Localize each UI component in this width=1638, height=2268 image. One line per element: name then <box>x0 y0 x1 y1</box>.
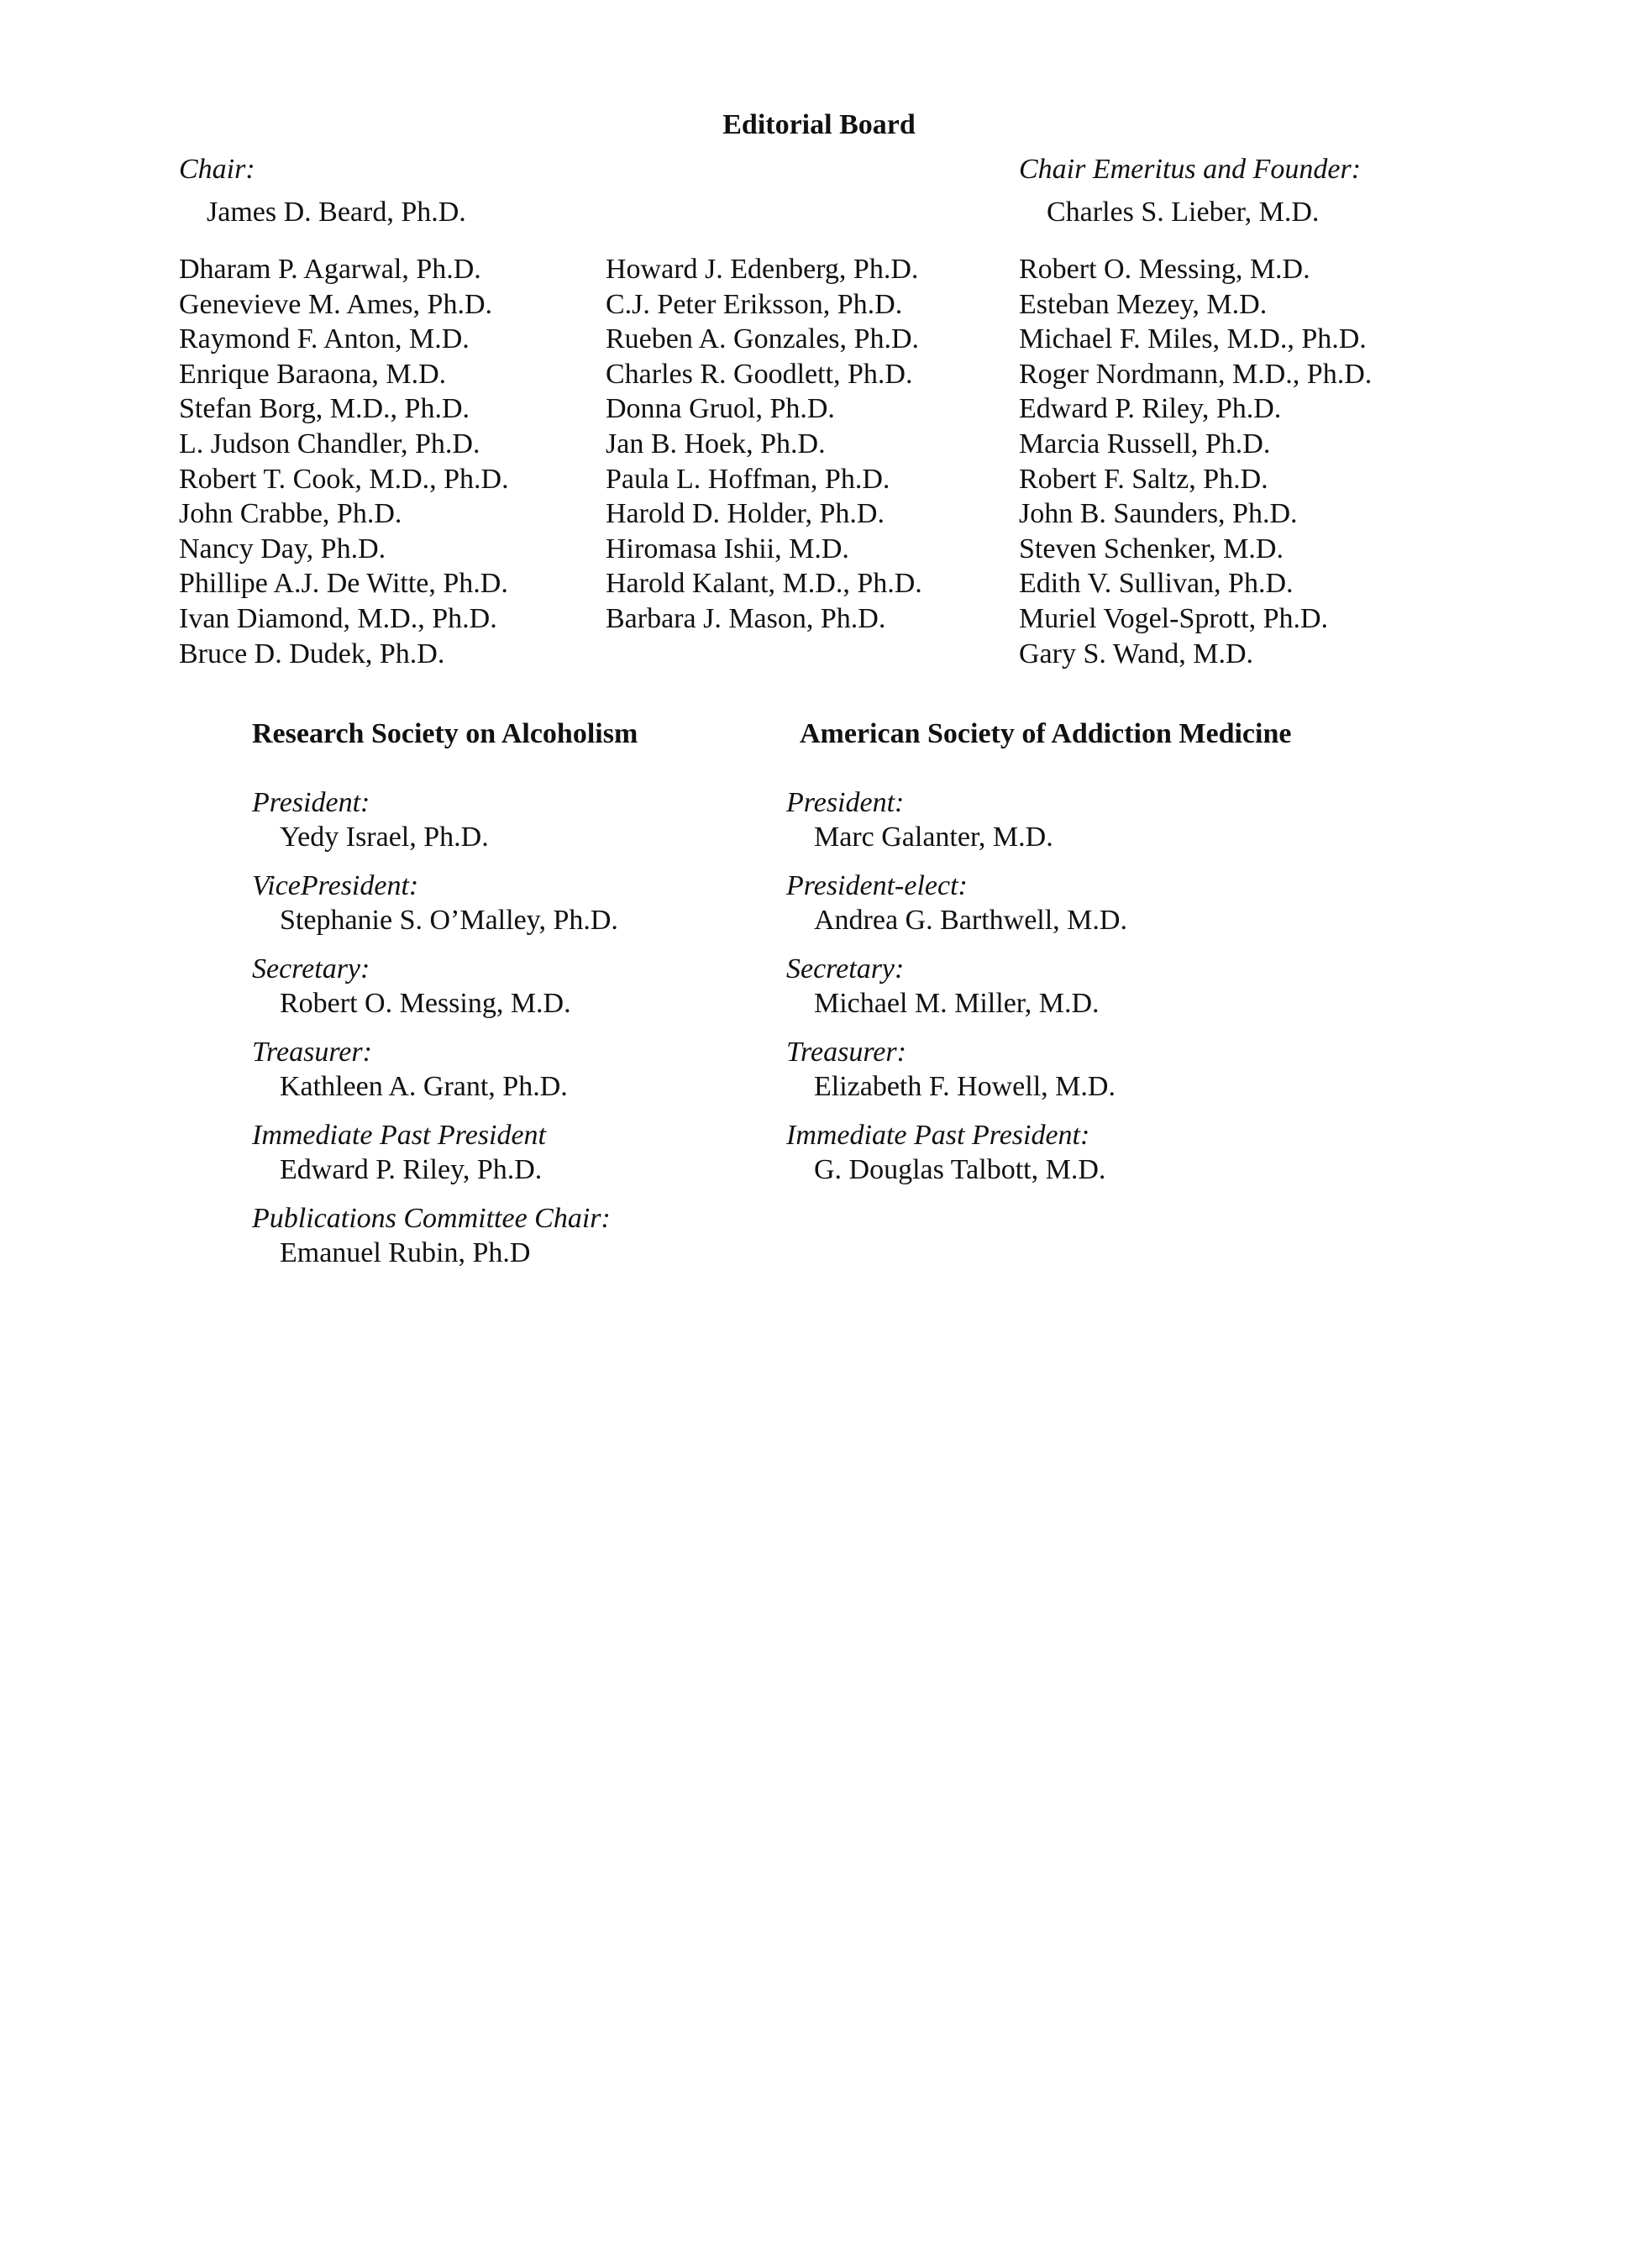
officer-entry <box>786 785 1127 869</box>
board-member: Ivan Diamond, M.D., Ph.D. <box>179 602 497 634</box>
board-member: Donna Gruol, Ph.D. <box>606 393 835 425</box>
officer-role: Immediate Past President <box>252 1120 546 1151</box>
board-column-2 <box>606 252 922 637</box>
rsa-title: Research Society on Alcoholism <box>252 718 638 749</box>
board-member: C.J. Peter Eriksson, Ph.D. <box>606 288 903 320</box>
board-member: Edith V. Sullivan, Ph.D. <box>1019 568 1294 600</box>
board-member: Marcia Russell, Ph.D. <box>1019 428 1271 459</box>
officer-role: President-elect: <box>786 870 968 901</box>
chair-emeritus-label: Chair Emeritus and Founder: <box>1019 154 1362 185</box>
officer-entry <box>786 1035 1127 1118</box>
rsa-officers <box>252 785 618 1284</box>
officer-name: Marc Galanter, M.D. <box>814 822 1053 853</box>
board-member: Paula L. Hoffman, Ph.D. <box>606 463 890 495</box>
officer-entry <box>252 1201 618 1284</box>
board-member: Bruce D. Dudek, Ph.D. <box>179 638 445 669</box>
officer-name: G. Douglas Talbott, M.D. <box>814 1154 1106 1185</box>
officer-name: Stephanie S. O’Malley, Ph.D. <box>280 905 618 936</box>
officer-entry <box>786 869 1127 952</box>
board-member: John Crabbe, Ph.D. <box>179 498 402 530</box>
board-member: Hiromasa Ishii, M.D. <box>606 533 849 564</box>
chair-name: James D. Beard, Ph.D. <box>207 197 466 228</box>
officer-name: Andrea G. Barthwell, M.D. <box>814 905 1127 936</box>
board-member: Raymond F. Anton, M.D. <box>179 323 470 355</box>
asam-officers <box>786 785 1127 1201</box>
officer-role: Publications Committee Chair: <box>252 1203 611 1234</box>
board-member: Genevieve M. Ames, Ph.D. <box>179 288 493 320</box>
officer-role: Secretary: <box>786 953 905 984</box>
board-member: Jan B. Hoek, Ph.D. <box>606 428 826 459</box>
board-member: Dharam P. Agarwal, Ph.D. <box>179 254 481 285</box>
board-member: John B. Saunders, Ph.D. <box>1019 498 1298 530</box>
officer-name: Michael M. Miller, M.D. <box>814 988 1100 1019</box>
officer-role: Treasurer: <box>252 1037 372 1068</box>
officer-entry <box>252 952 618 1035</box>
board-member: Phillipe A.J. De Witte, Ph.D. <box>179 568 508 600</box>
board-member: Charles R. Goodlett, Ph.D. <box>606 358 913 390</box>
board-member: Gary S. Wand, M.D. <box>1019 638 1254 669</box>
board-member: Robert T. Cook, M.D., Ph.D. <box>179 463 509 495</box>
chair-emeritus-name: Charles S. Lieber, M.D. <box>1047 197 1320 228</box>
officer-role: Immediate Past President: <box>786 1120 1090 1151</box>
board-member: Howard J. Edenberg, Ph.D. <box>606 254 919 285</box>
board-member: Robert O. Messing, M.D. <box>1019 254 1310 285</box>
officer-entry <box>252 869 618 952</box>
officer-name: Elizabeth F. Howell, M.D. <box>814 1071 1116 1102</box>
board-member: Esteban Mezey, M.D. <box>1019 288 1268 320</box>
officer-role: VicePresident: <box>252 870 419 901</box>
officer-name: Emanuel Rubin, Ph.D <box>280 1237 531 1268</box>
officer-name: Kathleen A. Grant, Ph.D. <box>280 1071 568 1102</box>
board-member: Edward P. Riley, Ph.D. <box>1019 393 1282 425</box>
board-member: L. Judson Chandler, Ph.D. <box>179 428 480 459</box>
officer-role: President: <box>786 787 905 818</box>
board-member: Enrique Baraona, M.D. <box>179 358 447 390</box>
officer-role: Treasurer: <box>786 1037 906 1068</box>
board-member: Roger Nordmann, M.D., Ph.D. <box>1019 358 1373 390</box>
officer-role: President: <box>252 787 370 818</box>
board-member: Harold Kalant, M.D., Ph.D. <box>606 568 922 600</box>
officer-entry <box>252 1035 618 1118</box>
officer-name: Robert O. Messing, M.D. <box>280 988 571 1019</box>
board-column-1 <box>179 252 509 671</box>
editorial-board-title: Editorial Board <box>722 109 916 140</box>
officer-role: Secretary: <box>252 953 370 984</box>
board-member: Nancy Day, Ph.D. <box>179 533 386 564</box>
officer-entry <box>786 1118 1127 1201</box>
officer-name: Edward P. Riley, Ph.D. <box>280 1154 543 1185</box>
board-member: Stefan Borg, M.D., Ph.D. <box>179 393 470 425</box>
asam-title: American Society of Addiction Medicine <box>800 718 1292 749</box>
board-member: Michael F. Miles, M.D., Ph.D. <box>1019 323 1367 355</box>
officer-entry <box>252 1118 618 1201</box>
board-member: Barbara J. Mason, Ph.D. <box>606 602 886 634</box>
chair-label: Chair: <box>179 154 255 185</box>
board-column-3 <box>1019 252 1372 671</box>
board-member: Steven Schenker, M.D. <box>1019 533 1284 564</box>
board-member: Harold D. Holder, Ph.D. <box>606 498 885 530</box>
board-member: Muriel Vogel-Sprott, Ph.D. <box>1019 602 1329 634</box>
officer-entry <box>252 785 618 869</box>
board-member: Rueben A. Gonzales, Ph.D. <box>606 323 920 355</box>
board-member: Robert F. Saltz, Ph.D. <box>1019 463 1268 495</box>
officer-name: Yedy Israel, Ph.D. <box>280 822 489 853</box>
officer-entry <box>786 952 1127 1035</box>
